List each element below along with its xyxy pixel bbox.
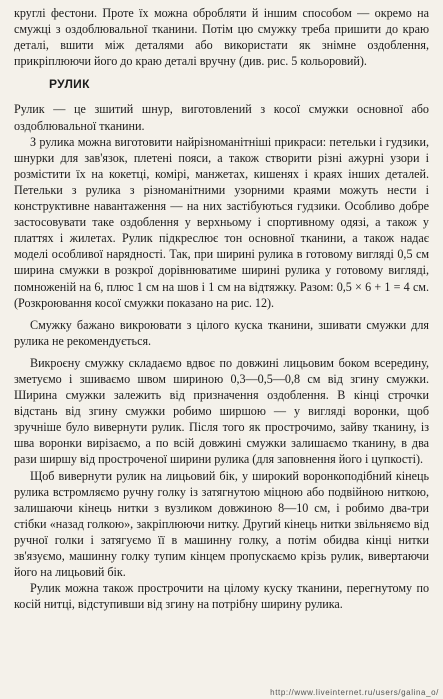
paragraph-cutting-advice: Смужку бажано викроювати з цілого куска тканини, зшивати смужки для рулика не рекомендується.: [14, 317, 429, 348]
intro-paragraph: круглі фестони. Проте їх можна обробляти й іншим способом — окремо на смужці з оздоблювальної тканини. Потім цю смужку треба пришити до краю деталі, вшити між деталями або використати як знімне оздоблення, прикріплюючи його до краю деталі вручну (див. рис. 5 кольоровий).: [14, 6, 429, 69]
paragraph-turning-out: Щоб вивернути рулик на лицьовий бік, у широкий воронкоподібний кінець рулика встромляємо ручну голку із затягнутою міцною або подвійною ниткою, залишаючи кінець нитки з вузликом довжиною 8—10 см, і робимо два-три стібки «назад голкою», закріплюючи нитку. Другий кінець нитки звільняємо від ручної голки і затягуємо її в машинну голку, а потім обидва кінці нитки зв'язуємо, машинну голку тупим кінцем пропускаємо крізь рулик, вивертаючи його на лицьовий бік.: [14, 468, 429, 580]
paragraph-definition: Рулик — це зшитий шнур, виготовлений з косої смужки основної або оздоблювальної тканини.: [14, 102, 429, 133]
source-url-watermark: http://www.liveinternet.ru/users/galina_o/: [270, 688, 439, 697]
section-title: РУЛИК: [49, 77, 90, 92]
paragraph-decorations: З рулика можна виготовити найрізноманітніші прикраси: петельки і гудзики, шнурки для зав'язок, плетені пояси, а також створити різні ажурні узори і розмістити їх на кокетці, комірі, манжетах, кишенях і краях інших деталей. Петельки з рулика з різноманітними узорними краями можуть нести і конструктивне навантаження — на них застібуються гудзики. Особливо добре застосовувати таке оздоблення у верхньому і спортивному одязі, а також у платтях і жилетах. Рулик підкреслює тон основної тканини, а також надає моделі особливої нарядності. Так, при ширині рулика в готовому вигляді 0,5 см ширина смужки в розкрої дорівнюватиме ширині рулика у готовому вигляді, помноженій на 6, плюс 1 см на шов і 1 см на відтяжку. Разом: 0,5 × 6 + 1 = 4 см. (Розкроювання косої смужки показано на рис. 12).: [14, 134, 429, 310]
document-body: [14, 5, 429, 612]
paragraph-alternative-method: Рулик можна також прострочити на цілому куску тканини, перегнутому по косій нитці, відступивши від згину на потрібну ширину рулика.: [14, 581, 429, 612]
paragraph-sewing-strip: Викроєну смужку складаємо вдвоє по довжині лицьовим боком всередину, зметуємо і зшиваємо швом шириною 0,3—0,5—0,8 см від згину смужки. Ширина смужки залежить від призначення оздоблення. В кінці строчки відстань від згину смужки робимо ширшою — у вигляді воронки, щоб зручніше було вивернути рулик. Після того як прострочимо, зайву тканину, із шва воронки вирізаємо, а по всій довжині смужки залишаємо тканину, в два рази ширшу від простроченої ширини рулика (для заповнення його і цупкості).: [14, 355, 429, 467]
